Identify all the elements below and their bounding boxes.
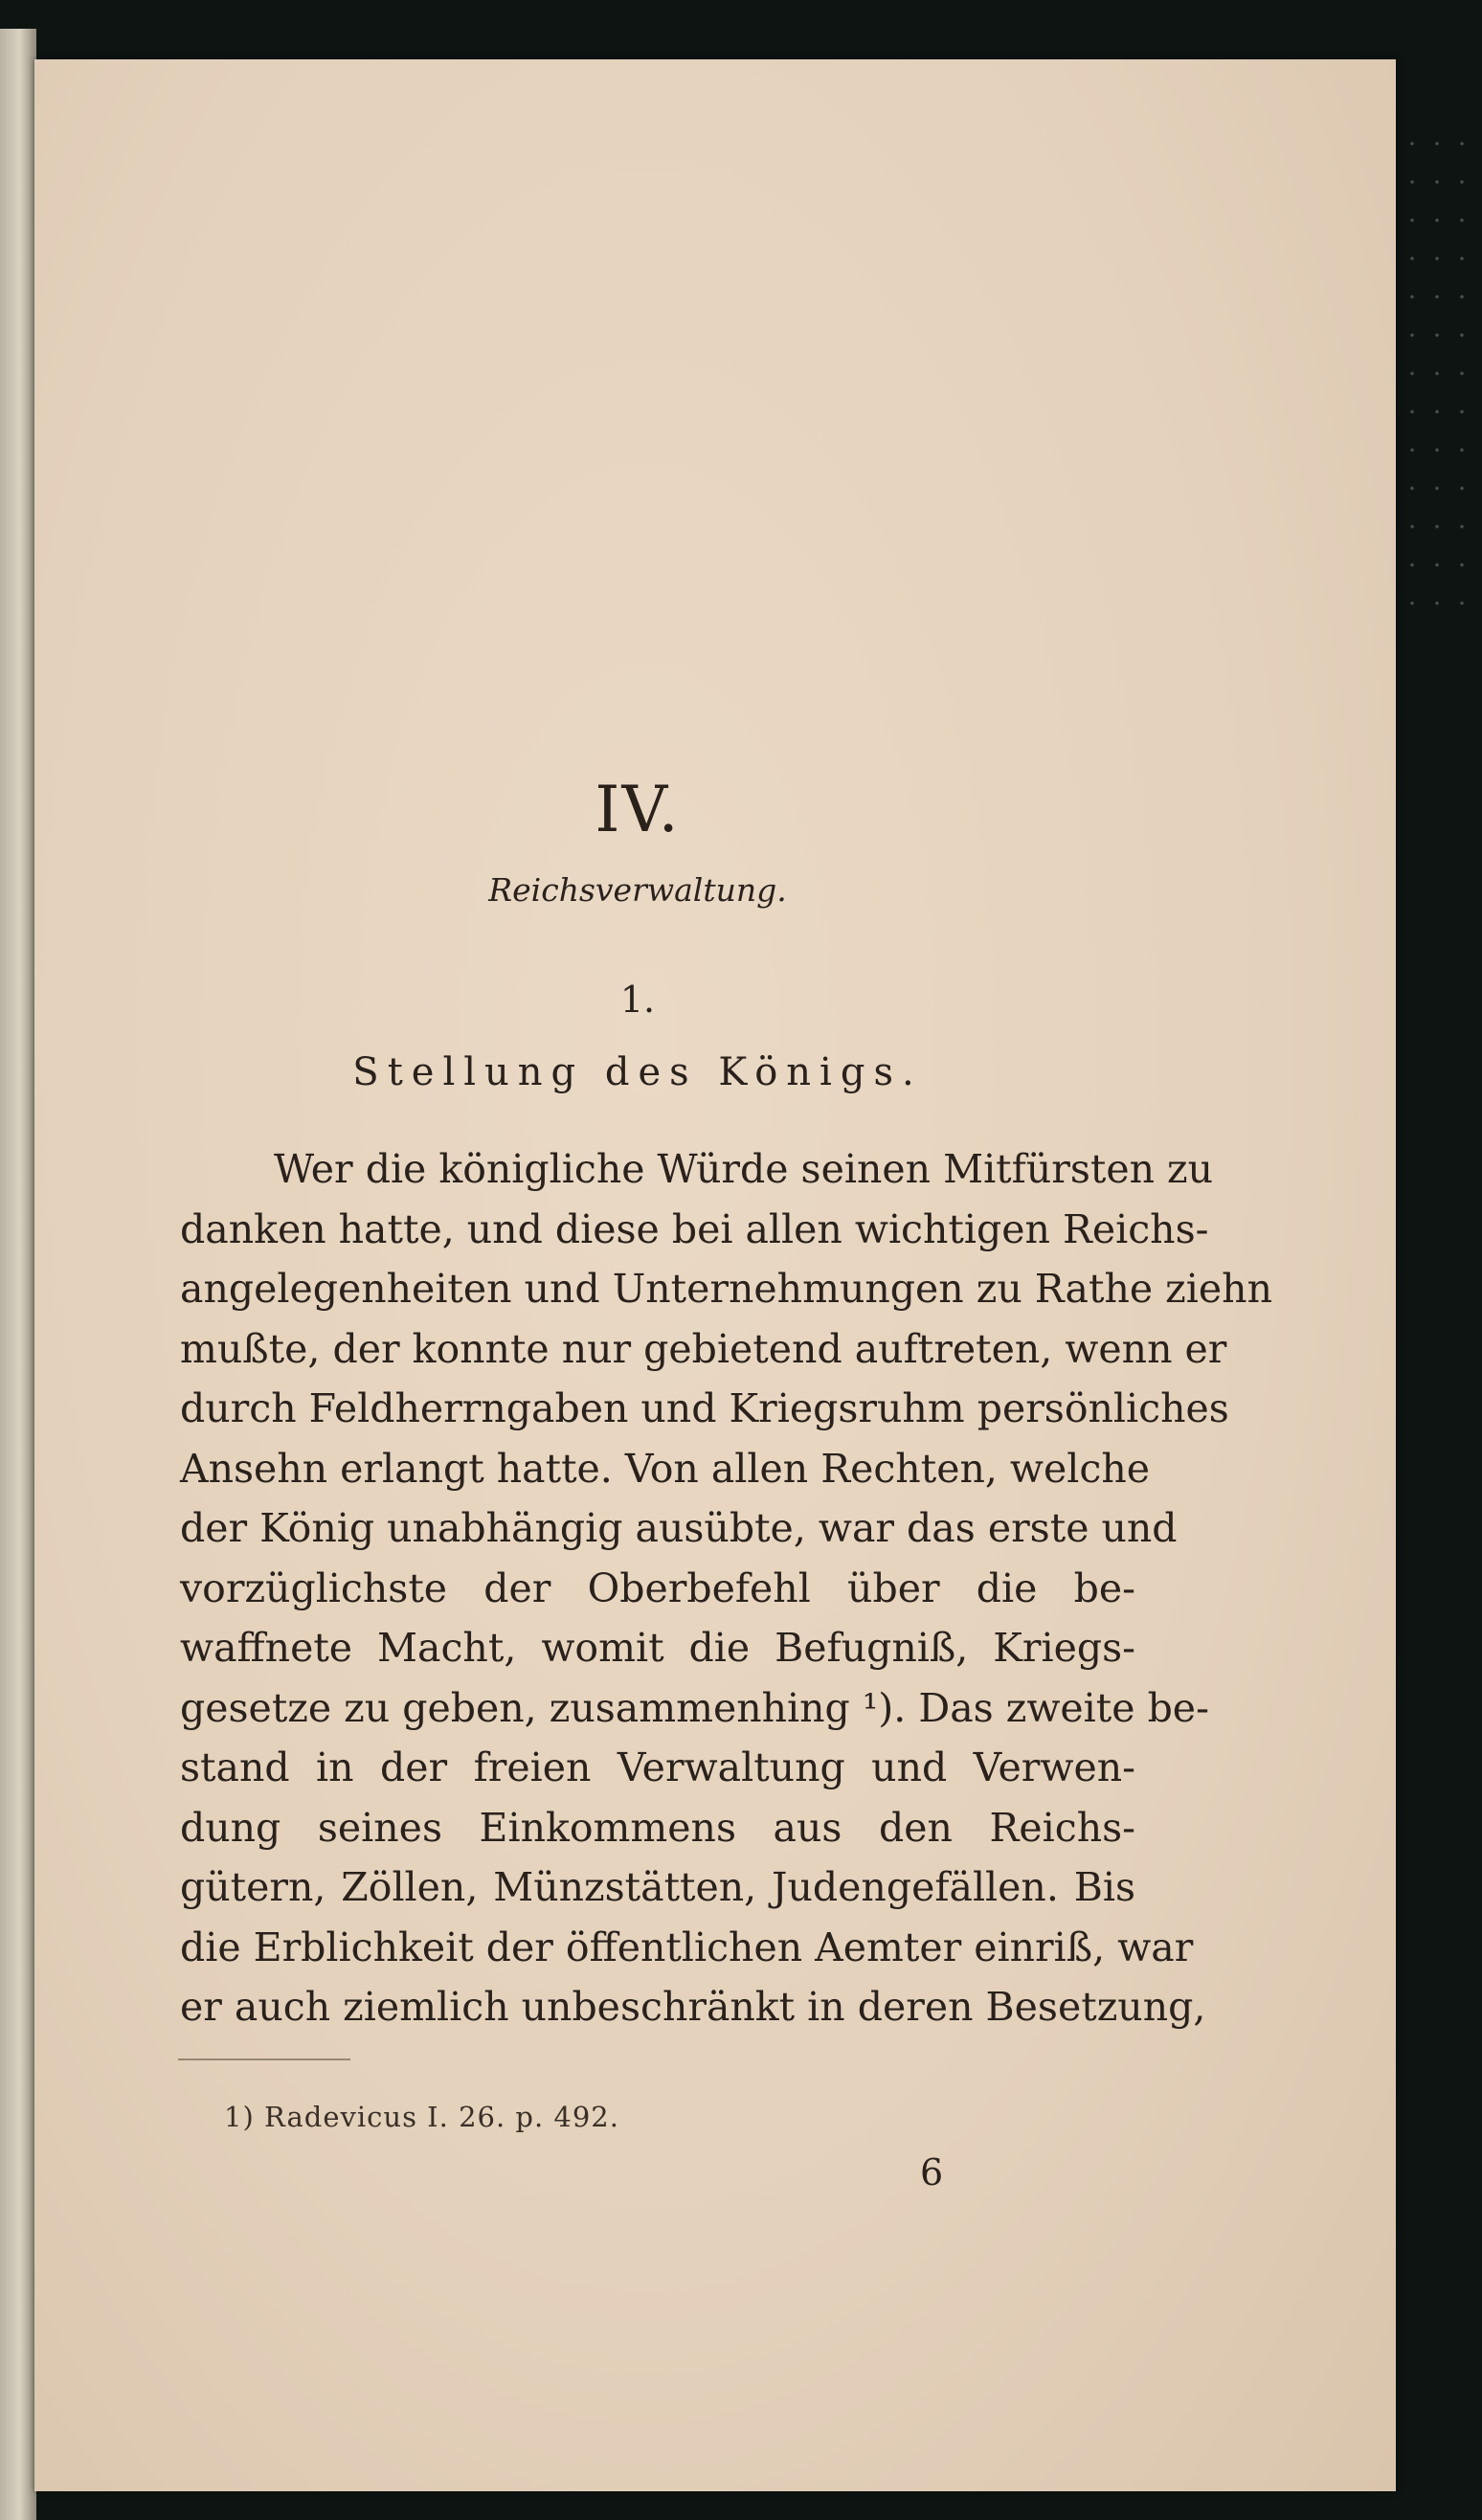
background-texture <box>1400 124 1476 622</box>
section-number: 1. <box>619 979 656 1021</box>
book-binding-edge <box>0 29 36 2520</box>
text-line: waffnete Macht, womit die Befugniß, Kriegs- <box>180 1625 1135 1671</box>
text-line: gesetze zu geben, zusammenhing ¹). Das zweite be- <box>180 1684 1209 1731</box>
text-line: mußte, der konnte nur gebietend auftreten, wenn er <box>180 1325 1227 1372</box>
text-line: Ansehn erlangt hatte. Von allen Rechten, welche <box>180 1445 1151 1492</box>
text-line: dung seines Einkommens aus den Reichs- <box>180 1804 1135 1851</box>
text-line: gütern, Zöllen, Münzstätten, Judengefällen. Bis <box>180 1864 1135 1910</box>
text-line: Wer die königliche Würde seinen Mitfürsten zu <box>274 1146 1214 1192</box>
signature-mark: 6 <box>920 2151 944 2194</box>
text-line: der König unabhängig ausübte, war das erste und <box>180 1505 1178 1551</box>
text-line: danken hatte, und diese bei allen wichtigen Reichs- <box>180 1205 1209 1252</box>
section-title: Stellung des Königs. <box>352 1050 923 1094</box>
chapter-title: Reichsverwaltung. <box>488 871 787 909</box>
chapter-number: IV. <box>595 773 681 846</box>
footnote-divider <box>178 2059 350 2060</box>
text-line: angelegenheiten und Unternehmungen zu Rathe ziehn <box>180 1266 1272 1312</box>
text-line: stand in der freien Verwaltung und Verwen- <box>180 1744 1135 1790</box>
text-line: er auch ziemlich unbeschränkt in deren Besetzung, <box>180 1984 1206 2030</box>
book-page <box>34 59 1396 2491</box>
text-line: die Erblichkeit der öffentlichen Aemter einriß, war <box>180 1924 1194 1970</box>
footnote: 1) Radevicus I. 26. p. 492. <box>224 2101 619 2133</box>
text-line: vorzüglichste der Oberbefehl über die be- <box>180 1564 1135 1611</box>
text-line: durch Feldherrngaben und Kriegsruhm persönliches <box>180 1385 1229 1431</box>
body-paragraph <box>180 1139 1272 2037</box>
